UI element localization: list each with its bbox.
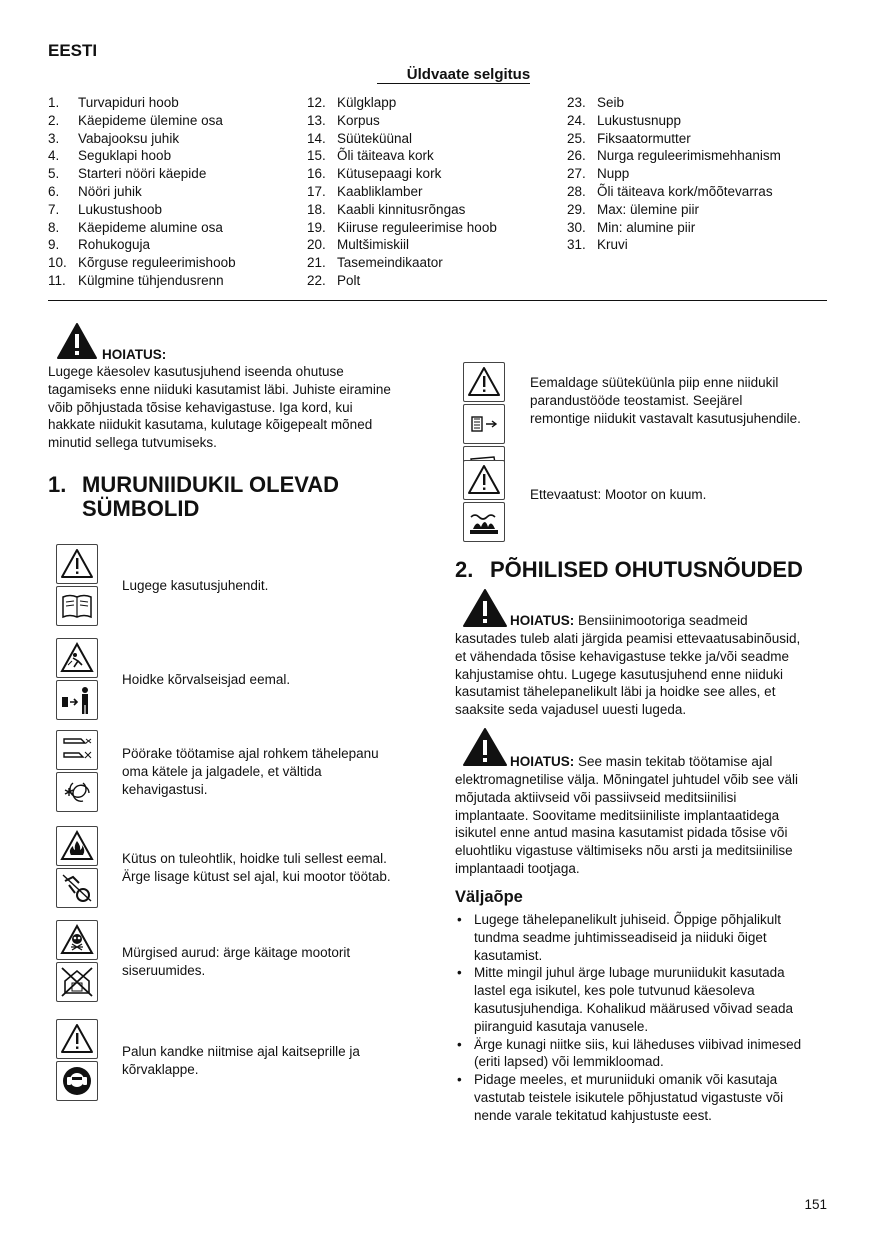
overview-column-3 [567,94,781,254]
symbol-description [530,486,706,504]
training-list [455,911,835,1125]
text-line: Lugege käesolev kasutusjuhend iseenda ohutuse [48,364,344,379]
text-line: kasutades tuleb alati järgida peamisi ettevaatusabinõusid, [455,631,801,646]
thrown-object-icon [56,638,98,678]
overview-item: 20. Multšimiskiil [307,237,409,253]
training-heading: Väljaõpe [455,888,523,906]
symbol-pictograms [56,638,98,720]
text-line: implantaadi tootjaga. [455,860,580,876]
text-line: parandustööde teostamist. Seejärel [530,392,743,408]
symbol-description [122,671,290,689]
overview-item: 23. Seib [567,95,625,110]
symbol-description [122,850,391,886]
symbol-pictograms [56,730,98,812]
overview-title-text: Üldvaate selgitus [377,66,530,84]
text-line: (eriti lapsed) või lemmikloomad. [474,1054,664,1070]
warning-top-icon [56,322,98,365]
overview-item: 11. Külgmine tühjendusrenn [48,272,224,288]
text-line: kasutusjuhendiga. Kohalikud määrused võivad seada [474,1000,793,1016]
toxic-fumes-icon [56,920,98,960]
symbol-pictograms [56,1019,98,1101]
section1-title-line2: SÜMBOLID [82,496,200,521]
overview-item: 5. Starteri nööri käepide [48,166,207,182]
symbol-pictograms [463,460,505,542]
text-line: Pöörake töötamise ajal rohkem tähelepanu [122,746,379,761]
no-indoor-icon [56,962,98,1002]
text-line: • Mitte mingil juhul ärge lubage muruniidukit kasutada [474,965,785,981]
hot-surface-icon [463,502,505,542]
symbol-pictograms [56,920,98,1002]
warning-top-label: HOIATUS: [102,347,167,362]
symbol-description [530,374,801,427]
overview-item: 16. Kütusepaagi kork [307,166,442,182]
section2-title: PÕHILISED OHUTUSNÕUDED [490,557,803,582]
text-line: Eemaldage süüteküünla piip enne niidukil [530,375,779,390]
overview-item: 24. Lukustusnupp [567,112,682,128]
text-line: vastutab teistele isikutele põhjustatud vigastuste või [474,1089,784,1105]
text-line: kõrvaklappe. [122,1061,199,1077]
warning-icon [56,544,98,584]
text-line: hakkate niidukit kasutama, kulutage kõigepealt mõned [48,417,373,433]
text-line: oma kätele ja jalgadele, et vältida [122,763,322,779]
no-refuel-running-icon [56,868,98,908]
text-line: kasutamist. [474,947,543,963]
warning-top-text [48,363,428,452]
text-line: Kütus on tuleohtlik, hoidke tuli sellest eemal. [122,851,387,866]
symbol-pictograms [56,826,98,908]
overview-item: 22. Polt [307,272,361,288]
flammable-icon [56,826,98,866]
text-line: minutid sellega tutvumiseks. [48,435,217,451]
overview-item: 27. Nupp [567,166,630,182]
overview-title [0,66,875,84]
section1-number: 1. [48,472,67,497]
page-number: 151 [804,1197,827,1212]
ear-eye-protection-icon [56,1061,98,1101]
text-line: saaksite seda vajadusel uuesti lugeda. [455,702,687,718]
overview-item: 10. Kõrguse reguleerimishoob [48,255,236,271]
text-line: isikutel enne antud masina kasutamist pidada tõsise või [455,825,788,841]
overview-item: 7. Lukustushoob [48,201,163,217]
overview-item: 28. Õli täiteava kork/mõõtevarras [567,183,773,199]
spark-plug-icon [463,404,505,444]
text-line: lastel ega isikutel, kes pole tutvunud käesoleva [474,983,755,999]
overview-item: 2. Käepideme ülemine osa [48,112,223,128]
text-line: elektromagnetilise välja. Mõningatel juhtudel võib see väli [455,772,798,787]
text-line: • Pidage meeles, et muruniiduki omanik või kasutaja [474,1072,778,1088]
overview-item: 17. Kaabliklamber [307,183,423,199]
list-item [455,964,835,1035]
hand-foot-blade-icon [56,730,98,770]
overview-item: 1. Turvapiduri hoob [48,95,179,110]
overview-column-2 [307,94,497,290]
text-line: Palun kandke niitmise ajal kaitseprille ja [122,1044,360,1059]
overview-column-1 [48,94,236,290]
overview-item: 21. Tasemeindikaator [307,255,443,271]
overview-item: 18. Kaabli kinnitusrõngas [307,201,466,217]
book-icon [56,586,98,626]
warning1-first-line: HOIATUS: Bensiinimootoriga seadmeid [510,613,748,628]
section2-number: 2. [455,557,474,582]
overview-item: 19. Kiiruse reguleerimise hoob [307,219,497,235]
text-line: implantaate. Soovitame meditsiiniliste implantaatidega [455,807,780,823]
text-line: Ettevaatust: Mootor on kuum. [530,487,707,502]
text-line: siseruumides. [122,962,206,978]
overview-item: 29. Max: ülemine piir [567,201,700,217]
text-line: mõjutada aktiivseid või passiivseid meditsiinilisi [455,789,737,805]
warning-icon [463,362,505,402]
text-line: kehavigastusi. [122,781,208,797]
text-line: eluohtliku vigastuse vältimiseks nõu arsti ja meditsiinilise [455,843,793,859]
text-line: piiranguid kasutaja vanusele. [474,1018,649,1034]
overview-item: 4. Seguklapi hoob [48,148,172,164]
text-line: tundma seadme juhtimisseadiseid ja niiduki õiget [474,929,767,945]
symbol-description [122,745,379,798]
overview-item: 30. Min: alumine piir [567,219,696,235]
overview-item: 9. Rohukoguja [48,237,151,253]
text-line: Hoidke kõrvalseisjad eemal. [122,672,291,687]
text-line: et vähendada tõsise kehavigastuse tekke ja/või seadme [455,648,789,664]
text-line: kasutamist tähelepanelikult läbi ja hoidke see alles, et [455,684,776,700]
list-item [455,911,835,964]
list-item [455,1036,835,1072]
text-line: • Ärge kunagi niitke siis, kui läheduses viibivad inimesed [474,1036,802,1052]
overview-item: 26. Nurga reguleerimismehhanism [567,148,781,164]
warning-icon [463,460,505,500]
text-line: tagamiseks enne niiduki kasutamist läbi. Juhiste eiramine [48,381,391,397]
text-line: Lugege kasutusjuhendit. [122,578,269,593]
text-line: nende varale tekitatud kahjustuste eest. [474,1107,712,1123]
warning2-first-line: HOIATUS: See masin tekitab töötamise ajal [510,754,773,769]
text-line: võib põhjustada tõsise kehavigastuse. Iga kord, kui [48,399,353,415]
overview-item: 8. Käepideme alumine osa [48,219,223,235]
list-item [455,1071,835,1124]
language-heading: EESTI [48,41,98,60]
text-line: Mürgised aurud: ärge käitage mootorit [122,945,351,960]
bystander-distance-icon [56,680,98,720]
warning-icon-2 [462,727,508,772]
overview-item: 13. Korpus [307,112,380,128]
symbol-description [122,1043,360,1079]
divider [48,300,827,301]
text-line: remontige niidukit vastavalt kasutusjuhendile. [530,410,801,426]
overview-item: 15. Õli täiteava kork [307,148,434,164]
overview-item: 14. Süüteküünal [307,130,413,146]
warning2-text [455,771,835,878]
symbol-pictograms [56,544,98,626]
section1-title-line1: MURUNIIDUKIL OLEVAD [82,472,340,497]
symbol-description [122,577,268,595]
overview-item: 12. Külgklapp [307,95,397,110]
symbol-description [122,944,350,980]
warning-icon-1 [462,588,508,633]
rotating-blade-icon [56,772,98,812]
warning1-text [455,630,835,719]
overview-item: 25. Fiksaatormutter [567,130,691,146]
overview-item: 3. Vabajooksu juhik [48,130,180,146]
text-line: kahjustamise ohtu. Lugege kasutusjuhend enne niiduki [455,666,783,682]
overview-item: 31. Kruvi [567,237,628,253]
overview-item: 6. Nööri juhik [48,183,142,199]
text-line: • Lugege tähelepanelikult juhiseid. Õppige põhjalikult [474,912,781,927]
warning-icon [56,1019,98,1059]
text-line: Ärge lisage kütust sel ajal, kui mootor töötab. [122,868,391,884]
